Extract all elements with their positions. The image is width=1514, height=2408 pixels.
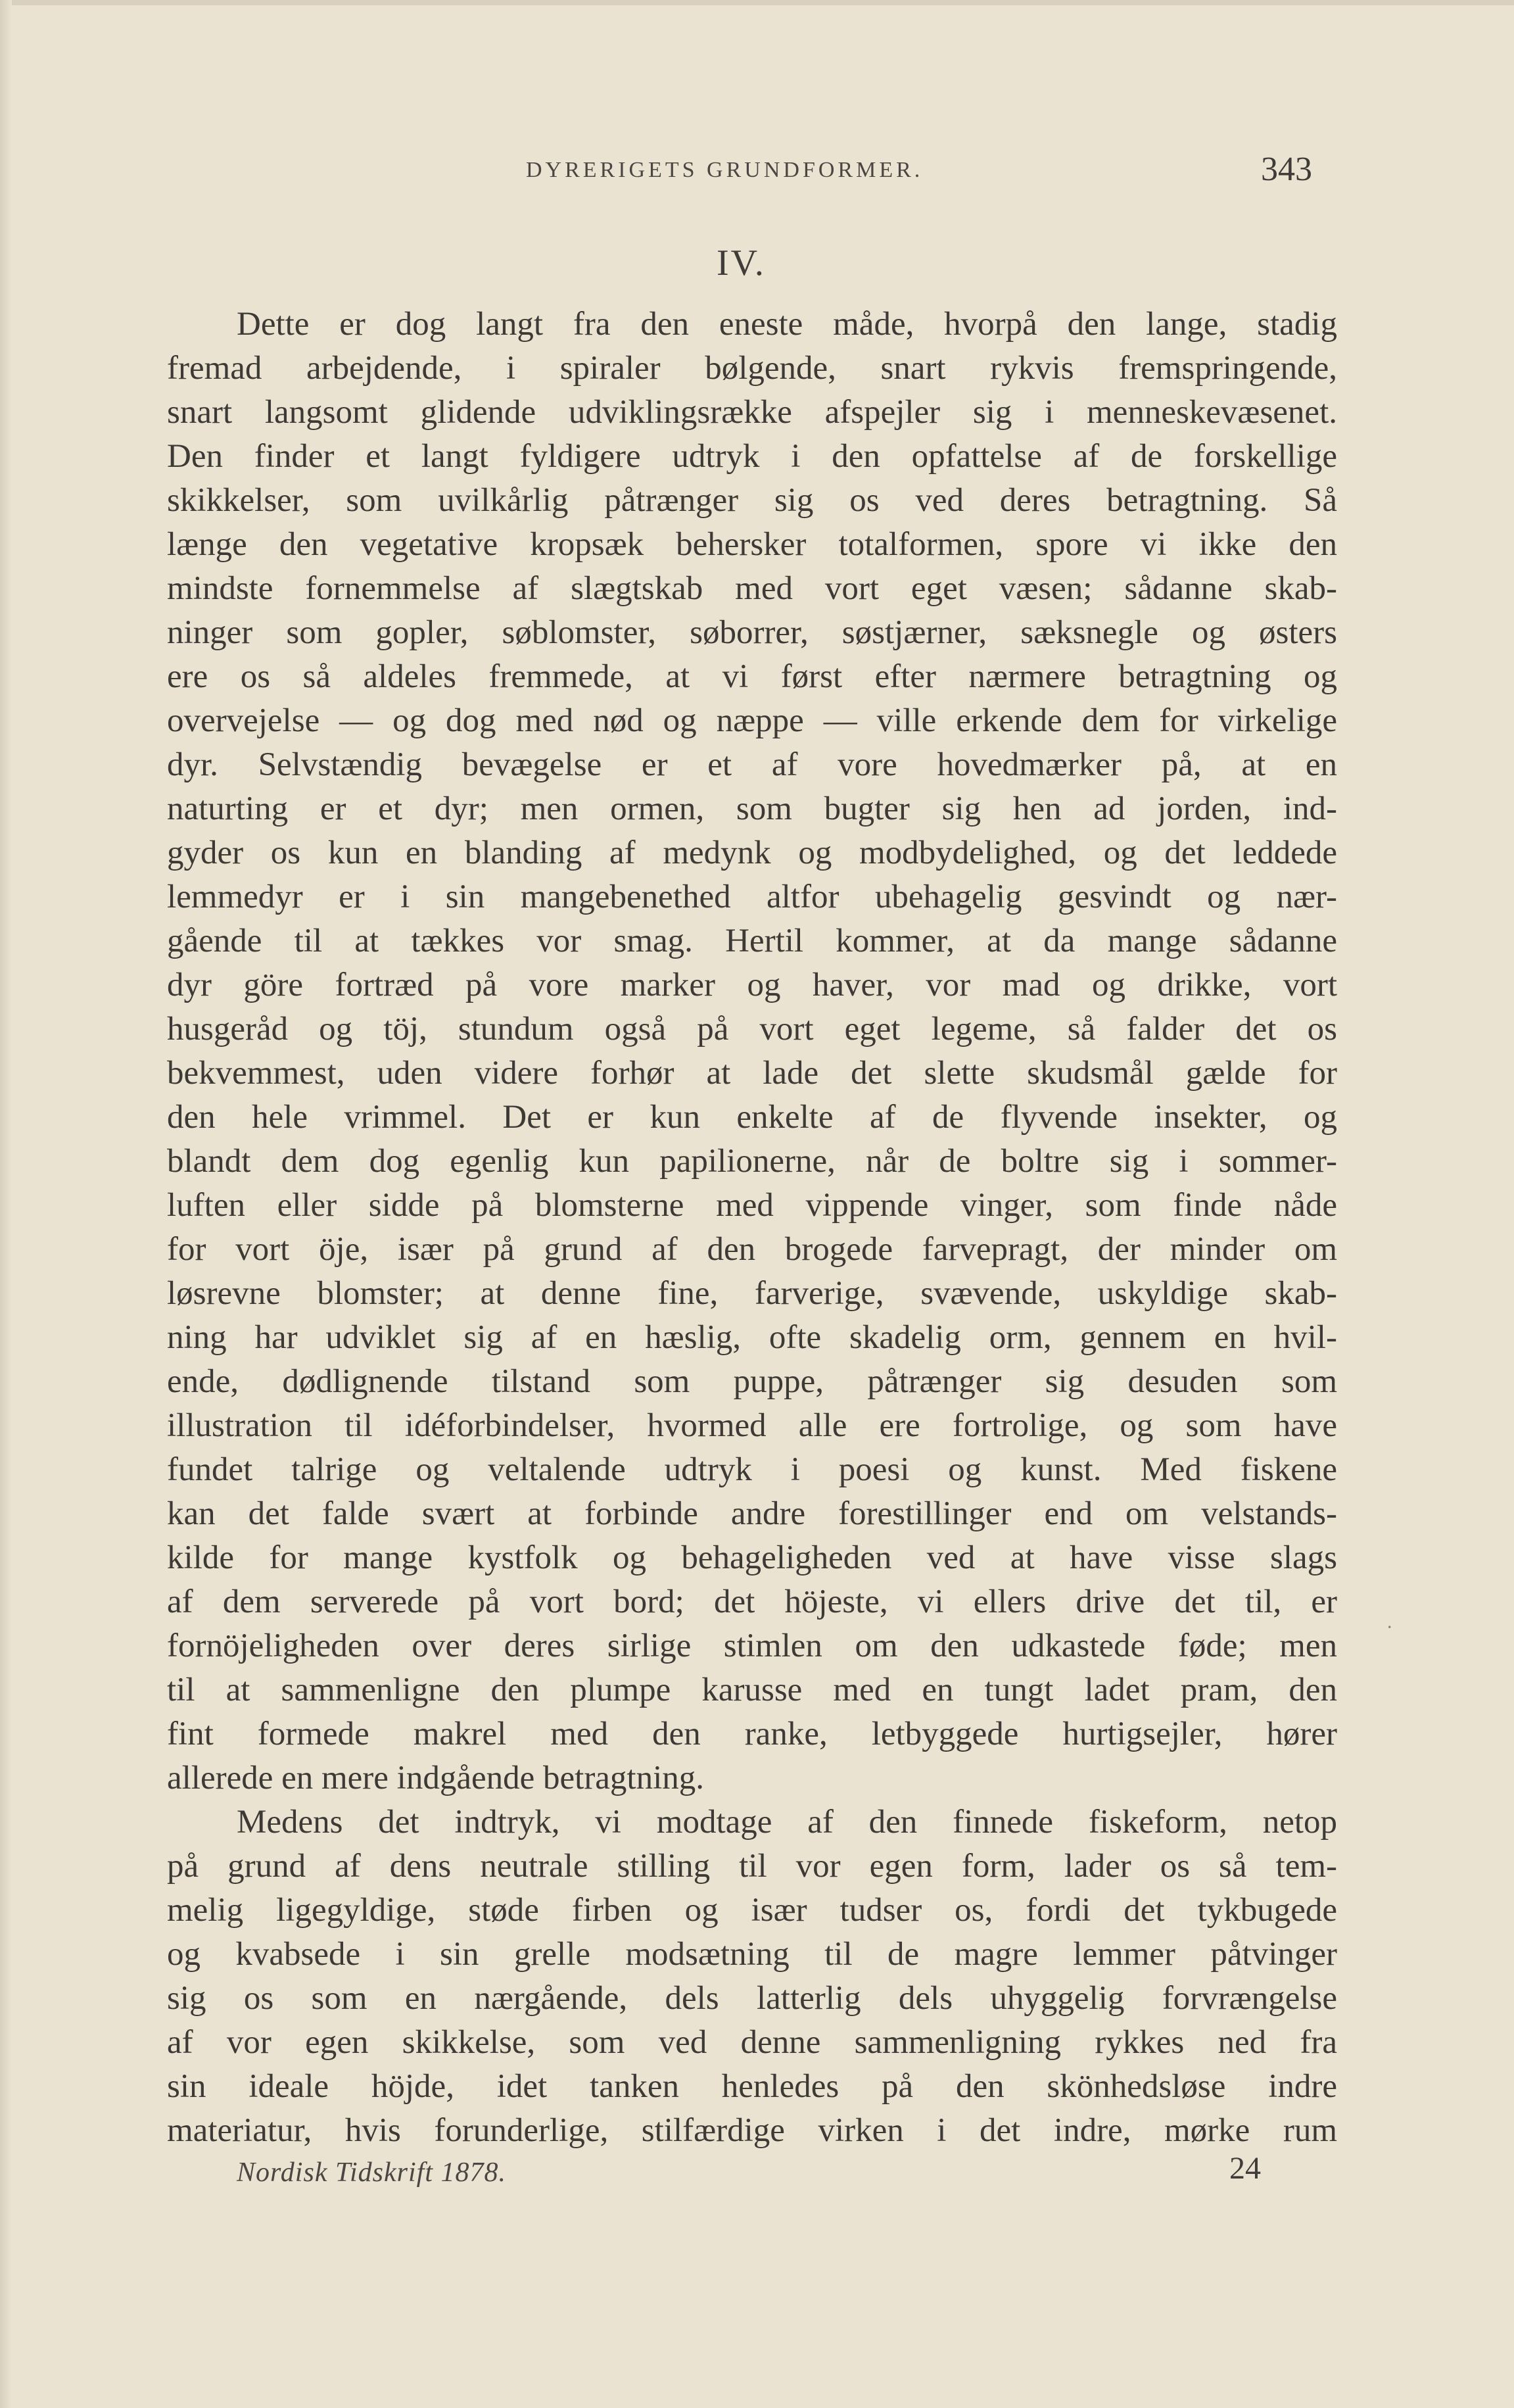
text-line: snart langsomt glidende udviklingsrække afspejler sig i menneskevæsenet. — [167, 394, 1337, 431]
text-line: Den finder et langt fyldigere udtryk i den opfattelse af de forskellige — [167, 438, 1337, 475]
page-header — [526, 150, 1348, 196]
text-line: luften eller sidde på blomsterne med vippende vinger, som finde nåde — [167, 1187, 1337, 1224]
text-line: den hele vrimmel. Det er kun enkelte af de flyvende insekter, og — [167, 1099, 1337, 1136]
text-line: illustration til idéforbindelser, hvormed alle ere fortrolige, og som have — [167, 1407, 1337, 1444]
text-line: på grund af dens neutrale stilling til vor egen form, lader os så tem- — [167, 1848, 1337, 1885]
text-line: løsrevne blomster; at denne fine, farverige, svævende, uskyldige skab- — [167, 1275, 1337, 1312]
text-line: melig ligegyldige, støde firben og især tudser os, fordi det tykbugede — [167, 1892, 1337, 1929]
text-line: kan det falde svært at forbinde andre forestillinger end om velstands- — [167, 1495, 1337, 1532]
text-line: fornöjeligheden over deres sirlige stimlen om den udkastede føde; men — [167, 1627, 1337, 1664]
text-line: allerede en mere indgående betragtning. — [167, 1760, 705, 1796]
text-line: mindste fornemmelse af slægtskab med vort eget væsen; sådanne skab- — [167, 570, 1337, 607]
text-line: kilde for mange kystfolk og behageligheden ved at have visse slags — [167, 1539, 1337, 1576]
text-line: til at sammenligne den plumpe karusse med en tungt ladet pram, den — [167, 1672, 1337, 1708]
text-line: naturting er et dyr; men ormen, som bugter sig hen ad jorden, ind- — [167, 790, 1337, 827]
text-line: materiatur, hvis forunderlige, stilfærdige virken i det indre, mørke rum — [167, 2112, 1337, 2149]
margin-mark-icon: ˙ — [1386, 1622, 1394, 1646]
text-line: blandt dem dog egenlig kun papilionerne, når de boltre sig i sommer- — [167, 1143, 1337, 1180]
text-line: sig os som en nærgående, dels latterlig dels uhyggelig forvrængelse — [167, 1980, 1337, 2017]
page-number: 343 — [1261, 151, 1312, 188]
text-line: gående til at tækkes vor smag. Hertil kommer, at da mange sådanne — [167, 923, 1337, 959]
text-line: skikkelser, som uvilkårlig påtrænger sig os ved deres betragtning. Så — [167, 482, 1337, 519]
text-line: dyr. Selvstændig bevægelse er et af vore hovedmærker på, at en — [167, 746, 1337, 783]
text-line: af dem serverede på vort bord; det höjeste, vi ellers drive det til, er — [167, 1583, 1337, 1620]
text-line: fremad arbejdende, i spiraler bølgende, snart rykvis fremspringende, — [167, 350, 1337, 387]
text-line: ere os så aldeles fremmede, at vi først efter nærmere betragtning og — [167, 658, 1337, 695]
text-line: lemmedyr er i sin mangebenethed altfor ubehagelig gesvindt og nær- — [167, 879, 1337, 915]
text-line: ende, dødlignende tilstand som puppe, påtrænger sig desuden som — [167, 1363, 1337, 1400]
text-line: sin ideale höjde, idet tanken henledes på den skönhedsløse indre — [167, 2068, 1337, 2105]
text-line: dyr göre fortræd på vore marker og haver, vor mad og drikke, vort — [167, 967, 1337, 1003]
running-head: DYRERIGETS GRUNDFORMER. — [526, 158, 924, 182]
text-line: husgeråd og töj, stundum også på vort eget legeme, så falder det os — [167, 1011, 1337, 1047]
text-line: bekvemmest, uden videre forhør at lade det slette skudsmål gælde for — [167, 1055, 1337, 1092]
text-line: fundet talrige og veltalende udtryk i poesi og kunst. Med fiskene — [167, 1451, 1337, 1488]
text-line: gyder os kun en blanding af medynk og modbydelighed, og det leddede — [167, 834, 1337, 871]
text-line: ninger som gopler, søblomster, søborrer, søstjærner, sæksnegle og østers — [167, 614, 1337, 651]
page-left-edge — [0, 0, 12, 2408]
page-top-edge — [0, 0, 1514, 5]
text-line: overvejelse — og dog med nød og næppe — ville erkende dem for virkelige — [167, 702, 1337, 739]
text-line: af vor egen skikkelse, som ved denne sammenligning rykkes ned fra — [167, 2024, 1337, 2061]
text-line: og kvabsede i sin grelle modsætning til de magre lemmer påtvinger — [167, 1936, 1337, 1973]
signature-mark: 24 — [1229, 2151, 1261, 2186]
text-line: Medens det indtryk, vi modtage af den finnede fiskeform, netop — [237, 1804, 1337, 1841]
text-line: fint formede makrel med den ranke, letbyggede hurtigsejler, hører — [167, 1716, 1337, 1752]
journal-footer: Nordisk Tidskrift 1878. — [237, 2157, 507, 2188]
section-heading: IV. — [717, 243, 766, 283]
text-line: ning har udviklet sig af en hæslig, ofte skadelig orm, gennem en hvil- — [167, 1319, 1337, 1356]
text-line: Dette er dog langt fra den eneste måde, hvorpå den lange, stadig — [237, 306, 1337, 343]
text-line: længe den vegetative kropsæk behersker totalformen, spore vi ikke den — [167, 526, 1337, 563]
text-line: for vort öje, især på grund af den brogede farvepragt, der minder om — [167, 1231, 1337, 1268]
